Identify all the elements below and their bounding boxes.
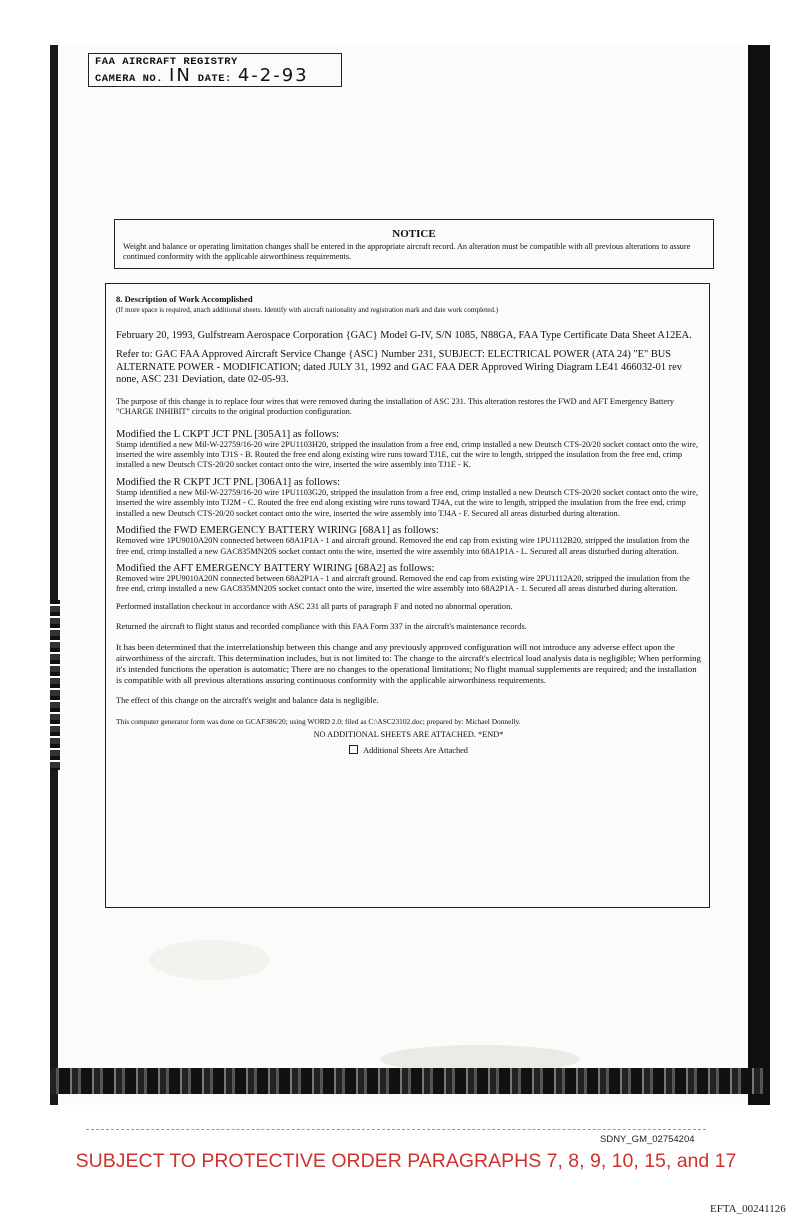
computer-note: This computer generator form was done on GCAF386/20; using WORD 2.0; filed as C:\ASC23102.doc; prepared by: Michael Donnelly. xyxy=(116,716,521,726)
camera-number: IN xyxy=(169,65,192,86)
section-subtitle: (If more space is required, attach additional sheets. Identify with aircraft nationality and registration mark and date work completed.) xyxy=(116,306,499,315)
no-additional-note: NO ADDITIONAL SHEETS ARE ATTACHED. *END* xyxy=(313,729,504,739)
date-label: DATE: xyxy=(197,73,232,85)
stamp-title: FAA AIRCRAFT REGISTRY xyxy=(95,56,238,68)
camera-label: CAMERA NO. xyxy=(95,73,164,85)
l-ckpt-heading: Modified the L CKPT JCT PNL [305A1] as follows: xyxy=(116,428,340,440)
scan-edge-marks xyxy=(50,600,60,770)
fwd-battery-heading: Modified the FWD EMERGENCY BATTERY WIRING [68A1] as follows: xyxy=(116,524,439,536)
efta-number: EFTA_00241126 xyxy=(710,1203,786,1215)
effect-paragraph: The effect of this change on the aircraft's weight and balance data is negligible. xyxy=(116,696,379,706)
refer-paragraph: Refer to: GAC FAA Approved Aircraft Service Change {ASC} Number 231, SUBJECT: ELECTRICAL POWER (ATA 24) "E" BUS ALTERNATE POWER - MODIFICATION; dated JULY 31, 1992 and GAC FAA DER Approved Wiring Diagram LE41 466032-01 rev none, ASC 231 Deviation, date 02-05-93. xyxy=(116,349,682,386)
notice-title: NOTICE xyxy=(392,228,436,240)
notice-text: Weight and balance or operating limitation changes shall be entered in the appropriate aircraft record. An alteration must be compatible with all previous alterations to assure continued conformity with the applicable airworthiness requirements. xyxy=(123,242,691,261)
fwd-battery-text: Removed wire 1PU9010A20N connected between 68A1P1A - 1 and aircraft ground. Removed the end cap from existing wire 1PU1112B20, stripped the insulation from the free end, crimp installed a new GAC835MN20S socket contact onto the wire, inserted the wire assembly into 68A1P1A - L. Secured all areas disturbed during alteration. xyxy=(116,536,690,556)
determination-paragraph: It has been determined that the interrelationship between this change and any previously approved configuration will not introduce any adverse effect upon the airworthiness of the aircraft. This determination includes, but is not limited to: The change to the aircraft's electrical load analysis data is negligible; When performing it's intended functions the operation is automatic; There are no changes to the operational limitations; No flight manual supplements are required; and the installation is compatible with all previous alterations assuring continuous conformity with the applicable airworthiness requirements. xyxy=(116,642,701,686)
scan-smudge xyxy=(150,940,270,980)
work-description-box xyxy=(105,283,710,908)
additional-sheets-checkbox xyxy=(349,745,358,754)
section-title: 8. Description of Work Accomplished xyxy=(116,294,253,304)
stamp-date: 4-2-93 xyxy=(237,65,309,86)
scan-bottom-band xyxy=(50,1068,770,1094)
l-ckpt-text: Stamp identified a new Mil-W-22759/16-20 wire 2PU1103H20, stripped the insulation from a free end, crimp installed a new Deutsch CTS-20/20 socket contact onto the wire, inserted the wire assembly into TJ1S - B. Routed the free end along existing wire runs toward TJ1E, cut the wire to length, stripped the insulation from the free end, crimp installed a new Deutsch CTS-20/20 socket contact onto the wire, inserted the wire assembly into TJ1E - K. xyxy=(116,439,698,470)
stamp-row xyxy=(95,65,335,86)
r-ckpt-heading: Modified the R CKPT JCT PNL [306A1] as follows: xyxy=(116,476,341,488)
bates-number: SDNY_GM_02754204 xyxy=(600,1134,695,1145)
aft-battery-text: Removed wire 2PU9010A20N connected between 68A2P1A - 1 and aircraft ground. Removed the end cap from existing wire 2PU1112A20, stripped the insulation from the free end, crimp installed a new GAC835MN20S socket contact onto the wire, inserted the wire assembly into 68A2P1A - 1. Secured all areas disturbed during alteration. xyxy=(116,574,690,594)
aft-battery-heading: Modified the AFT EMERGENCY BATTERY WIRING [68A2] as follows: xyxy=(116,562,435,574)
protective-order-notice: SUBJECT TO PROTECTIVE ORDER PARAGRAPHS 7, 8, 9, 10, 15, and 17 xyxy=(75,1150,737,1172)
additional-sheets-label: Additional Sheets Are Attached xyxy=(363,746,468,756)
checkout-paragraph: Performed installation checkout in accordance with ASC 231 all parts of paragraph F and noted no abnormal operation. xyxy=(116,601,513,611)
returned-paragraph: Returned the aircraft to flight status and recorded compliance with this FAA Form 337 in the aircraft's maintenance records. xyxy=(116,622,527,632)
purpose-paragraph: The purpose of this change is to replace four wires that were removed during the installation of ASC 231. This alteration restores the FWD and AFT Emergency Battery "CHARGE INHIBIT" circuits to the original production configuration. xyxy=(116,396,675,417)
divider-line xyxy=(86,1129,706,1130)
registry-stamp xyxy=(88,53,342,87)
intro-paragraph: February 20, 1993, Gulfstream Aerospace Corporation {GAC} Model G-IV, S/N 1085, N88GA, FAA Type Certificate Data Sheet A12EA. xyxy=(116,329,692,341)
additional-sheets-row xyxy=(116,745,701,756)
notice-box xyxy=(114,219,714,269)
r-ckpt-text: Stamp identified a new Mil-W-22759/16-20 wire 1PU1103G20, stripped the insulation from a free end, crimp installed a new Deutsch CTS-20/20 socket contact onto the wire, inserted the wire assembly into TJ2M - C. Routed the free end along existing wire runs toward TJ4A, cut the wire to length, stripped the insulation from the free end, crimp installed a new Deutsch CTS-20/20 socket contact onto the wire, inserted the wire assembly into TJ4A - F. Secured all areas disturbed during alteration. xyxy=(116,488,698,518)
